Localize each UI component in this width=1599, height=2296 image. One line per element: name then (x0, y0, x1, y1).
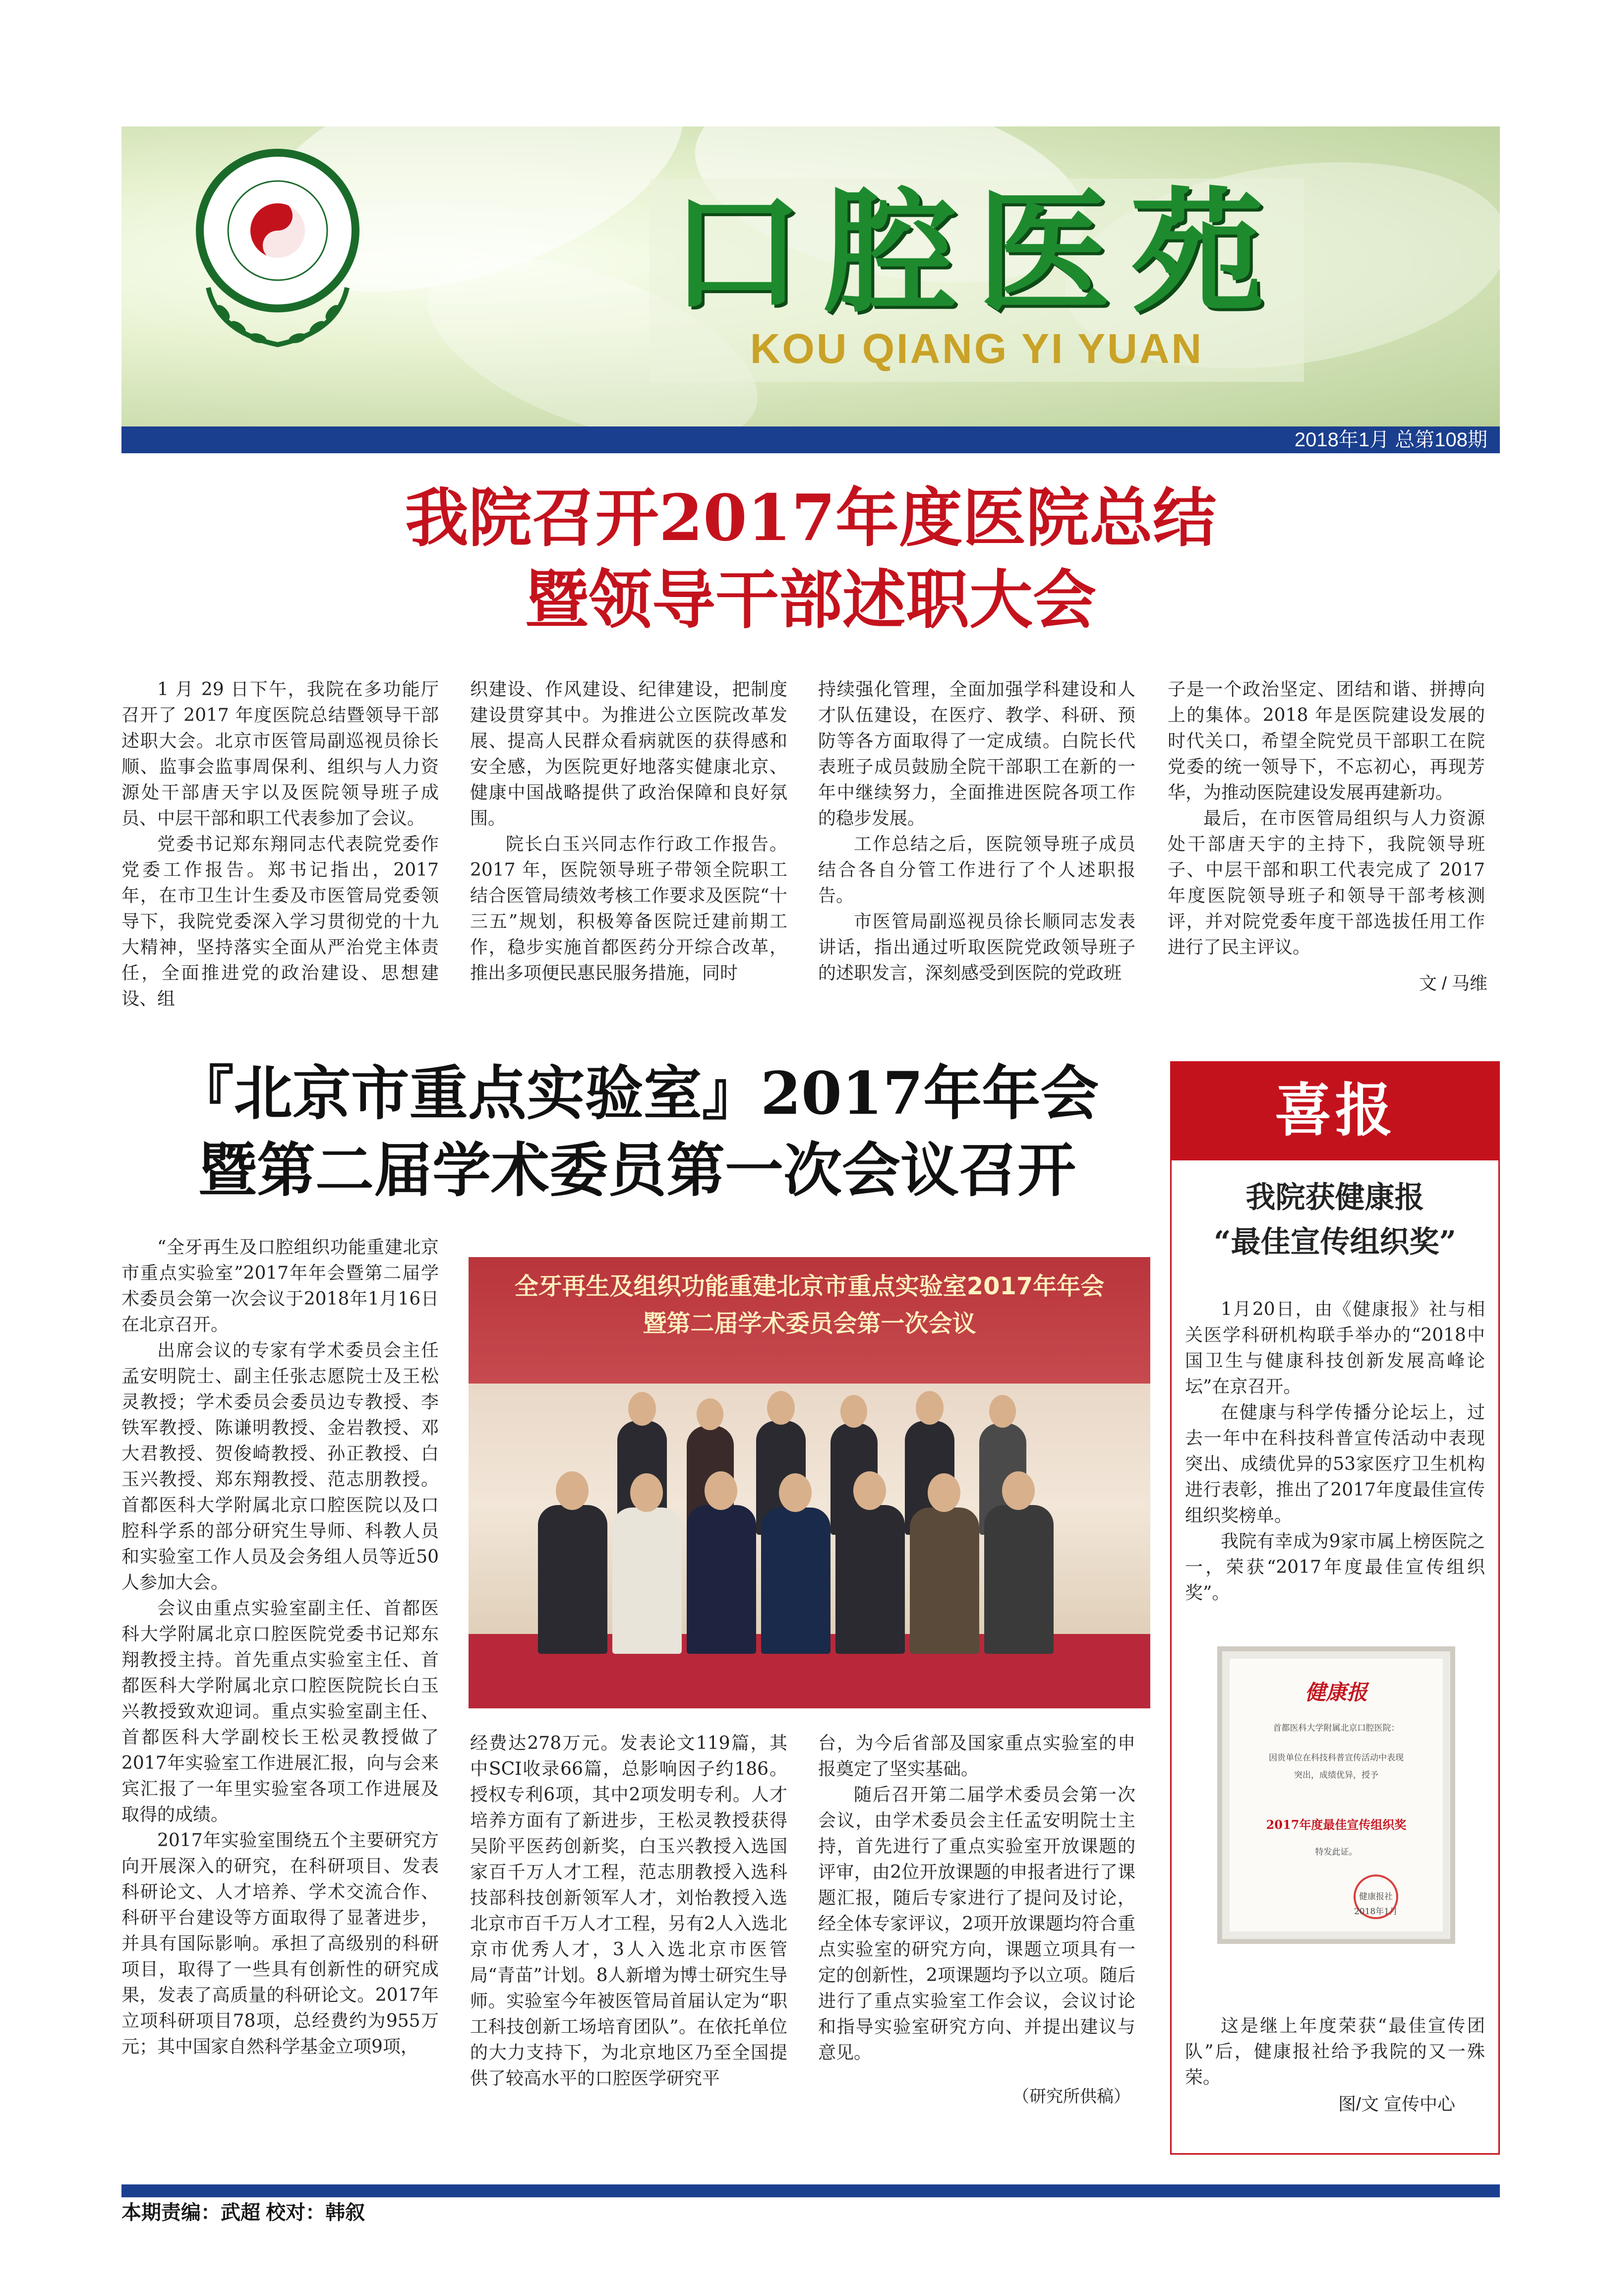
article1-column-1 (121, 677, 439, 1012)
paragraph: 党委书记郑东翔同志代表院党委作党委工作报告。郑书记指出，2017 年，在市卫生计生委及市医管局党委领导下，我院党委深入学习贯彻党的十九大精神，坚持落实全面从严治党主体责任，全面推进党的政治建设、思想建设、组 (121, 834, 439, 1009)
paragraph: “全牙再生及口腔组织功能重建北京市重点实验室”2017年年会暨第二届学术委员会第一次会议于2018年1月16日在北京召开。 (121, 1237, 439, 1335)
paragraph: 会议由重点实验室副主任、首都医科大学附属北京口腔医院党委书记郑东翔教授主持。首先重点实验室主任、首都医科大学附属北京口腔医院院长白玉兴教授致欢迎词。重点实验室副主任、首都医科大学副校长王松灵教授做了2017年实验室工作进展汇报，向与会来宾汇报了一年里实验室各项工作进展及取得的成绩。 (121, 1598, 439, 1825)
issue-info: 2018年1月 总第108期 (1294, 429, 1487, 451)
paragraph: 我院有幸成为9家市属上榜医院之一，荣获“2017年度最佳宣传组织奖”。 (1185, 1531, 1485, 1603)
article2-headline-line1: 『北京市重点实验室』2017年年会 (175, 1059, 1099, 1128)
sidebar-body (1185, 1297, 1485, 1606)
group-photo (469, 1257, 1150, 1708)
paragraph: 工作总结之后，医院领导班子成员结合各自分管工作进行了个人述职报告。 (818, 834, 1135, 906)
paragraph: 市医管局副巡视员徐长顺同志发表讲话，指出通过听取医院党政领导班子的述职发言，深刻感受到医院的党政班 (818, 911, 1135, 983)
certificate-recipient: 首都医科大学附属北京口腔医院： (1273, 1723, 1400, 1733)
paragraph: 经费达278万元。发表论文119篇，其中SCI收录66篇，总影响因子约186。授权专利6项，其中2项发明专利。人才培养方面有了新进步，王松灵教授获得吴阶平医药创新奖，白玉兴教授入选国家百千万人才工程，范志朋教授入选科技部科技创新领军人才，刘怡教授入选北京市百千万人才工程，另有2人入选北京市优秀人才，3人入选北京市医管局“青苗”计划。8人新增为博士研究生导师。实验室今年被医管局首届认定为“职工科技创新工场培育团队”。在依托单位的大力支持下，为北京地区乃至全国提供了较高水平的口腔医学研究平 (470, 1733, 787, 2089)
article1-headline-line2: 暨领导干部述职大会 (525, 563, 1096, 637)
paragraph: 院长白玉兴同志作行政工作报告。2017 年，医院领导班子带领全院职工结合医管局绩效考核工作要求及医院“十三五”规划，积极筹备医院迁建前期工作，稳步实施首都医药分开综合改革，推出多项便民惠民服务措施，同时 (470, 834, 787, 983)
article1-headline-line1: 我院召开2017年度医院总结 (405, 481, 1217, 555)
article2-byline: （研究所供稿） (1012, 2087, 1130, 2106)
article2-column-1 (121, 1235, 439, 2060)
article2-column-2 (470, 1731, 787, 2092)
article1-column-4 (1168, 677, 1485, 961)
photo-banner-line1: 全牙再生及组织功能重建北京市重点实验室2017年年会 (514, 1272, 1105, 1300)
paragraph: 在健康与科学传播分论坛上，过去一年中在科技科普宣传活动中表现突出、成绩优异的53家医疗卫生机构进行表彰，推出了2017年度最佳宣传组织奖榜单。 (1185, 1402, 1485, 1526)
paragraph: 1 月 29 日下午，我院在多功能厅召开了 2017 年度医院总结暨领导干部述职大会。北京市医管局副巡视员徐长顺、监事会监事周保利、组织与人力资源处干部唐天宇以及医院领导班子成员、中层干部和职工代表参加了会议。 (121, 679, 439, 829)
paragraph: 1月20日，由《健康报》社与相关医学科研机构联手举办的“2018中国卫生与健康科技创新发展高峰论坛”在京召开。 (1185, 1299, 1485, 1397)
certificate-issuer: 健康报社 (1359, 1892, 1393, 1902)
paragraph: 随后召开第二届学术委员会第一次会议，由学术委员会主任孟安明院士主持，首先进行了重点实验室开放课题的评审，由2位开放课题的申报者进行了课题汇报，随后专家进行了提问及讨论，经全体专家评议，2项开放课题均符合重点实验室的研究方向，课题立项具有一定的创新性，2项课题均予以立项。随后进行了重点实验室工作会议，会议讨论和指导实验室研究方向、并提出建议与意见。 (818, 1785, 1135, 2063)
certificate-logo: 健康报 (1304, 1680, 1367, 1704)
certificate-date: 2018年1月 (1354, 1907, 1398, 1917)
article2-column-3 (818, 1731, 1135, 2066)
paragraph: 最后，在市医管局组织与人力资源处干部唐天宇的主持下，我院领导班子、中层干部和职工代表完成了 2017 年度医院领导班子和领导干部考核测评，并对院党委年度干部选拔任用工作进行了民主评议。 (1168, 808, 1485, 958)
sidebar-tail (1185, 2013, 1485, 2091)
footer-divider (121, 2184, 1500, 2197)
sidebar-byline: 图/文 宣传中心 (1338, 2094, 1455, 2114)
photo-banner-line2: 暨第二届学术委员会第一次会议 (643, 1310, 976, 1337)
paragraph: 出席会议的专家有学术委员会主任孟安明院士、副主任张志愿院士及王松灵教授；学术委员会委员边专教授、李铁军教授、陈谦明教授、金岩教授、邓大君教授、贺俊崎教授、孙正教授、白玉兴教授、郑东翔教授、范志朋教授。首都医科大学附属北京口腔医院以及口腔科学系的部分研究生导师、科教人员和实验室工作人员及会务组人员等近50人参加大会。 (121, 1340, 439, 1593)
article1-column-2 (470, 677, 787, 986)
paragraph: 持续强化管理，全面加强学科建设和人才队伍建设，在医疗、教学、科研、预防等各方面取得了一定成绩。白院长代表班子成员鼓励全院干部职工在新的一年中继续努力，全面推进医院各项工作的稳步发展。 (818, 679, 1135, 829)
paragraph: 2017年实验室围绕五个主要研究方向开展深入的研究，在科研项目、发表科研论文、人才培养、学术交流合作、科研平台建设等方面取得了显著进步，并具有国际影响。承担了高级别的科研项目，取得了一些具有创新性的研究成果，发表了高质量的科研论文。2017年立项科研项目78项，总经费约为955万元；其中国家自然科学基金立项9项， (121, 1830, 439, 2057)
certificate-line3: 特发此证。 (1315, 1847, 1358, 1857)
article1-byline: 文 / 马维 (1419, 973, 1487, 993)
editor-credits: 本期责编：武超 校对：韩叙 (121, 2202, 365, 2224)
certificate-line1: 因贵单位在科技科普宣传活动中表现 (1269, 1753, 1404, 1763)
laurel-icon (188, 278, 367, 352)
sidebar-header: 喜报 (1274, 1077, 1396, 1144)
paragraph: 台，为今后省部及国家重点实验室的申报奠定了坚实基础。 (818, 1733, 1135, 1779)
sidebar-title-line2: “最佳宣传组织奖” (1213, 1225, 1457, 1260)
article1-column-3 (818, 677, 1135, 986)
newspaper-title: 口腔医苑 (669, 175, 1284, 331)
newspaper-title-pinyin: KOU QIANG YI YUAN (750, 325, 1204, 372)
paragraph: 这是继上年度荣获“最佳宣传团队”后，健康报社给予我院的又一殊荣。 (1185, 2016, 1485, 2088)
paragraph: 织建设、作风建设、纪律建设，把制度建设贯穿其中。为推进公立医院改革发展、提高人民群众看病就医的获得感和安全感，为医院更好地落实健康北京、健康中国战略提供了政治保障和良好氛围。 (470, 679, 787, 829)
certificate-award: 2017年度最佳宣传组织奖 (1266, 1817, 1407, 1832)
sidebar-title-line1: 我院获健康报 (1245, 1180, 1424, 1215)
paragraph: 子是一个政治坚定、团结和谐、拼搏向上的集体。2018 年是医院建设发展的时代关口，希望全院党员干部职工在院党委的统一领导下，不忘初心，再现芳华，为推动医院建设发展再建新功。 (1168, 679, 1485, 803)
certificate-line2: 突出，成绩优异，授予 (1294, 1770, 1378, 1780)
article2-headline-line2: 暨第二届学术委员第一次会议召开 (198, 1136, 1076, 1205)
